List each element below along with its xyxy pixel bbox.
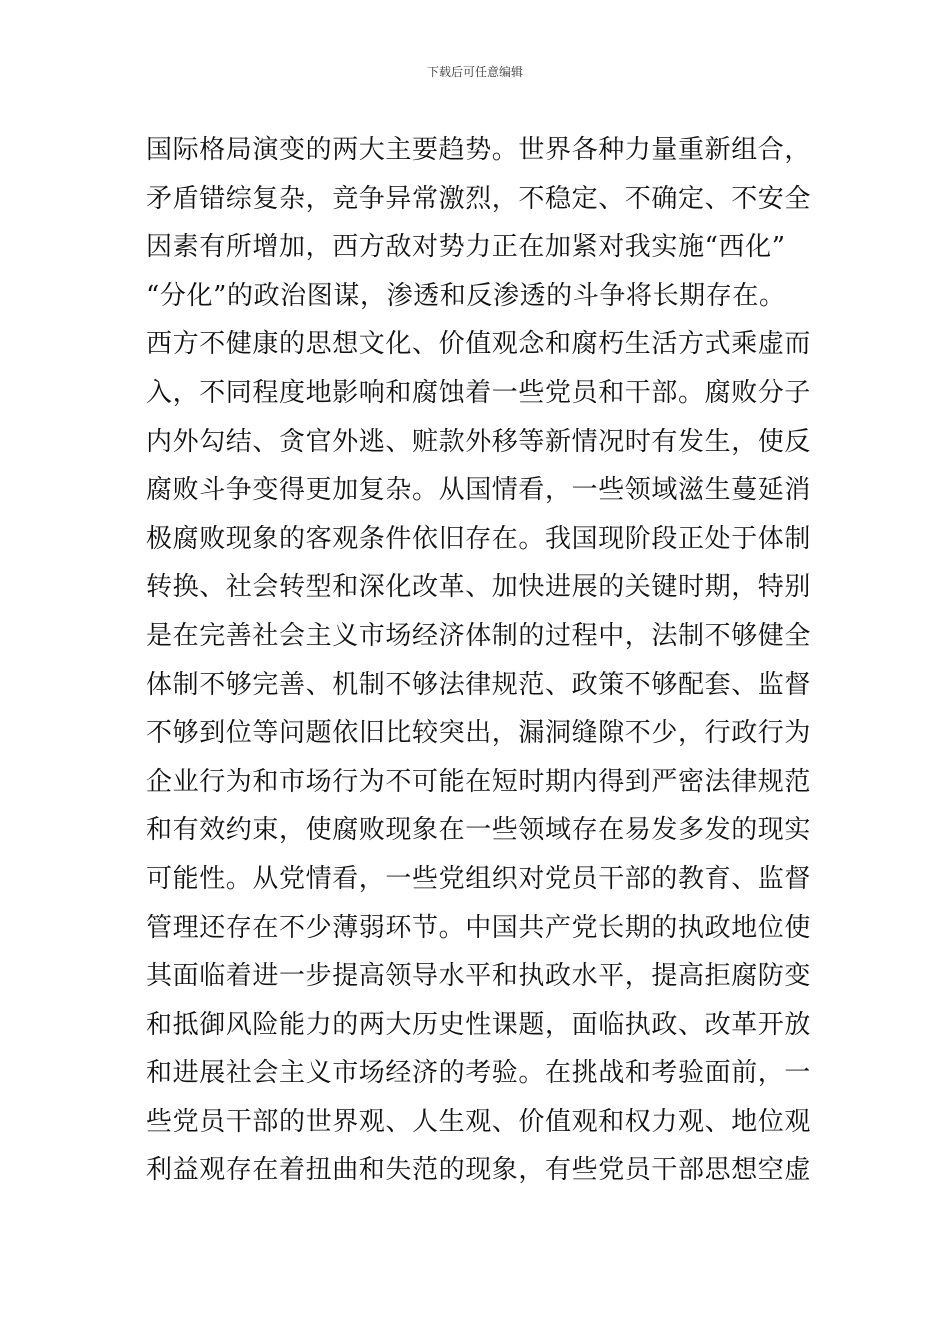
text-line: 其面临着进一步提高领导水平和执政水平，提高拒腐防变 [146, 961, 812, 992]
text-line: 入，不同程度地影响和腐蚀着一些党员和干部。腐败分子 [146, 377, 812, 408]
text-line: 企业行为和市场行为不可能在短时期内得到严密法律规范 [146, 766, 812, 797]
text-line: 极腐败现象的客观条件依旧存在。我国现阶段正处于体制 [146, 523, 812, 554]
text-line: 内外勾结、贪官外逃、赃款外移等新情况时有发生，使反 [146, 426, 812, 457]
text-line: 是在完善社会主义市场经济体制的过程中，法制不够健全 [146, 620, 812, 651]
text-line: 体制不够完善、机制不够法律规范、政策不够配套、监督 [146, 669, 812, 700]
page-header-note: 下载后可任意编辑 [426, 65, 523, 79]
text-line: 管理还存在不少薄弱环节。中国共产党长期的执政地位使 [146, 912, 812, 943]
body-paragraph [146, 126, 816, 1195]
text-line: 和进展社会主义市场经济的考验。在挑战和考验面前，一 [146, 1058, 812, 1089]
text-line: 腐败斗争变得更加复杂。从国情看，一些领域滋生蔓延消 [146, 475, 812, 506]
text-line: “分化”的政治图谋，渗透和反渗透的斗争将长期存在。 [146, 280, 786, 311]
text-line: 些党员干部的世界观、人生观、价值观和权力观、地位观 [146, 1106, 812, 1137]
text-line: 不够到位等问题依旧比较突出，漏洞缝隙不少，行政行为 [146, 718, 812, 749]
text-line: 转换、社会转型和深化改革、加快进展的关键时期，特别 [146, 572, 812, 603]
text-line: 因素有所增加，西方敌对势力正在加紧对我实施“西化” [146, 232, 786, 263]
text-line: 矛盾错综复杂，竞争异常激烈，不稳定、不确定、不安全 [146, 183, 812, 214]
text-line: 和抵御风险能力的两大历史性课题，面临执政、改革开放 [146, 1009, 812, 1040]
text-line: 和有效约束，使腐败现象在一些领域存在易发多发的现实 [146, 815, 812, 846]
text-line: 利益观存在着扭曲和失范的现象，有些党员干部思想空虚 [146, 1155, 812, 1186]
text-line: 可能性。从党情看，一些党组织对党员干部的教育、监督 [146, 863, 812, 894]
text-line: 国际格局演变的两大主要趋势。世界各种力量重新组合， [146, 135, 812, 165]
text-line: 西方不健康的思想文化、价值观念和腐朽生活方式乘虚而 [146, 329, 812, 360]
